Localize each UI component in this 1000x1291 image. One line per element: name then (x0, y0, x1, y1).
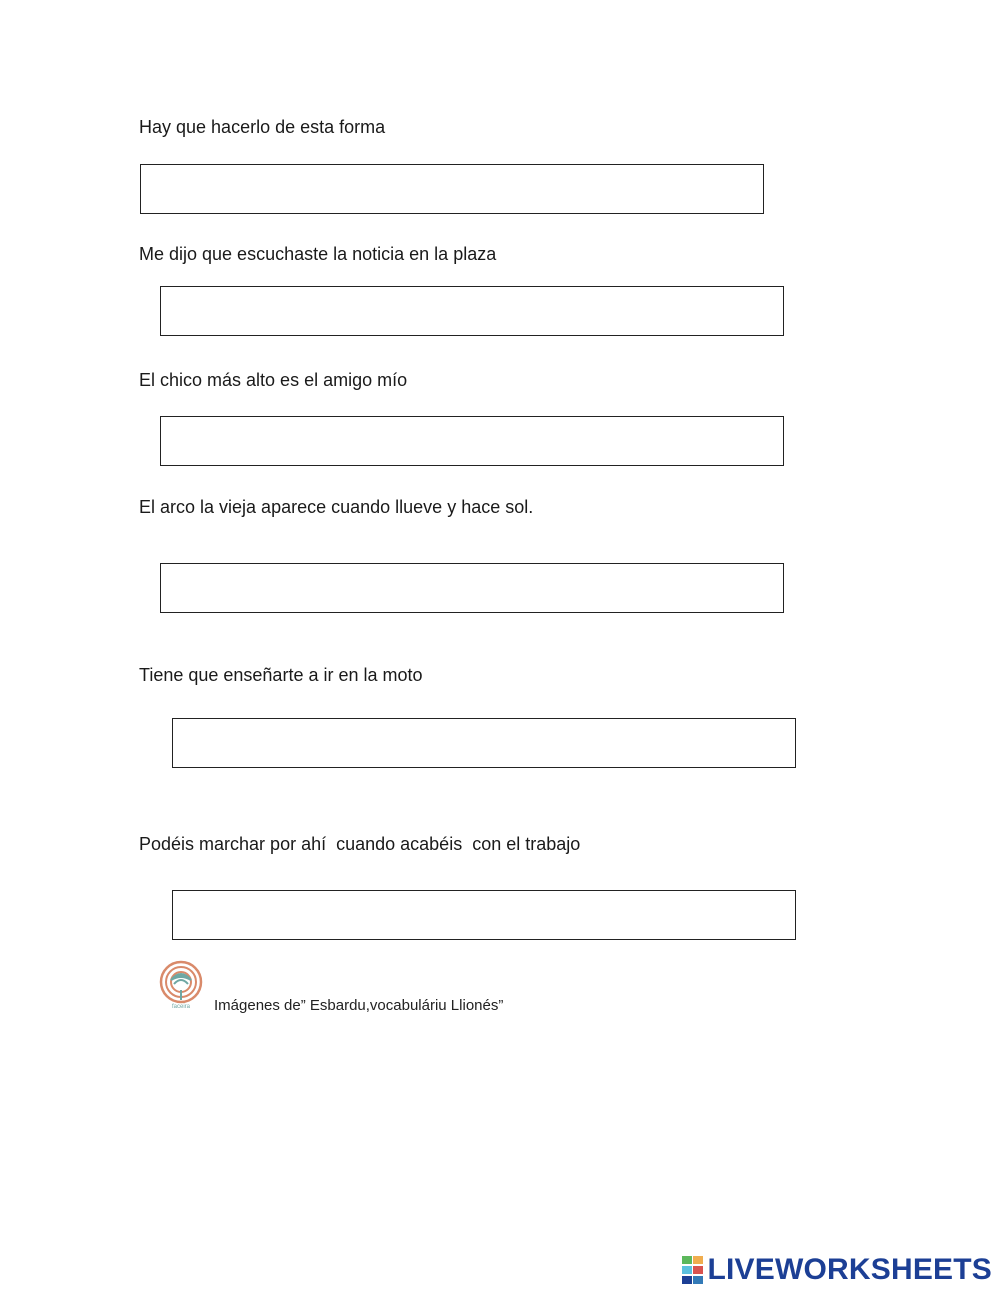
logo-word: faceira (171, 1004, 191, 1010)
exercise-5-prompt: Tiene que enseñarte a ir en la moto (139, 665, 423, 685)
exercise-4-answer-input[interactable] (161, 564, 783, 612)
image-credit: Imágenes de” Esbardu,vocabuláriu Llionés” (214, 997, 504, 1014)
exercise-2-prompt: Me dijo que escuchaste la noticia en la plaza (139, 244, 497, 264)
exercise-3-answer-input[interactable] (161, 417, 783, 465)
exercise-1-prompt: Hay que hacerlo de esta forma (139, 117, 386, 137)
exercise-1-answer-input[interactable] (141, 165, 763, 213)
exercise-4-prompt: El arco la vieja aparece cuando llueve y hace sol. (139, 497, 534, 517)
exercise-6-prompt: Podéis marchar por ahí cuando acabéis con el trabajo (139, 834, 581, 854)
exercise-6-answer-box[interactable] (172, 890, 796, 940)
liveworksheets-brand (682, 1250, 993, 1290)
faceira-logo-icon (157, 960, 207, 1010)
liveworksheets-logo-icon (682, 1256, 704, 1284)
exercise-4-answer-box[interactable] (160, 563, 784, 613)
exercise-2-answer-box[interactable] (160, 286, 784, 336)
exercise-5-answer-box[interactable] (172, 718, 796, 768)
brand-name: LIVEWORKSHEETS (707, 1253, 992, 1286)
exercise-6-answer-input[interactable] (173, 891, 795, 939)
exercise-5-answer-input[interactable] (173, 719, 795, 767)
exercise-1-answer-box[interactable] (140, 164, 764, 214)
exercise-3-answer-box[interactable] (160, 416, 784, 466)
exercise-3-prompt: El chico más alto es el amigo mío (139, 370, 408, 390)
exercise-2-answer-input[interactable] (161, 287, 783, 335)
